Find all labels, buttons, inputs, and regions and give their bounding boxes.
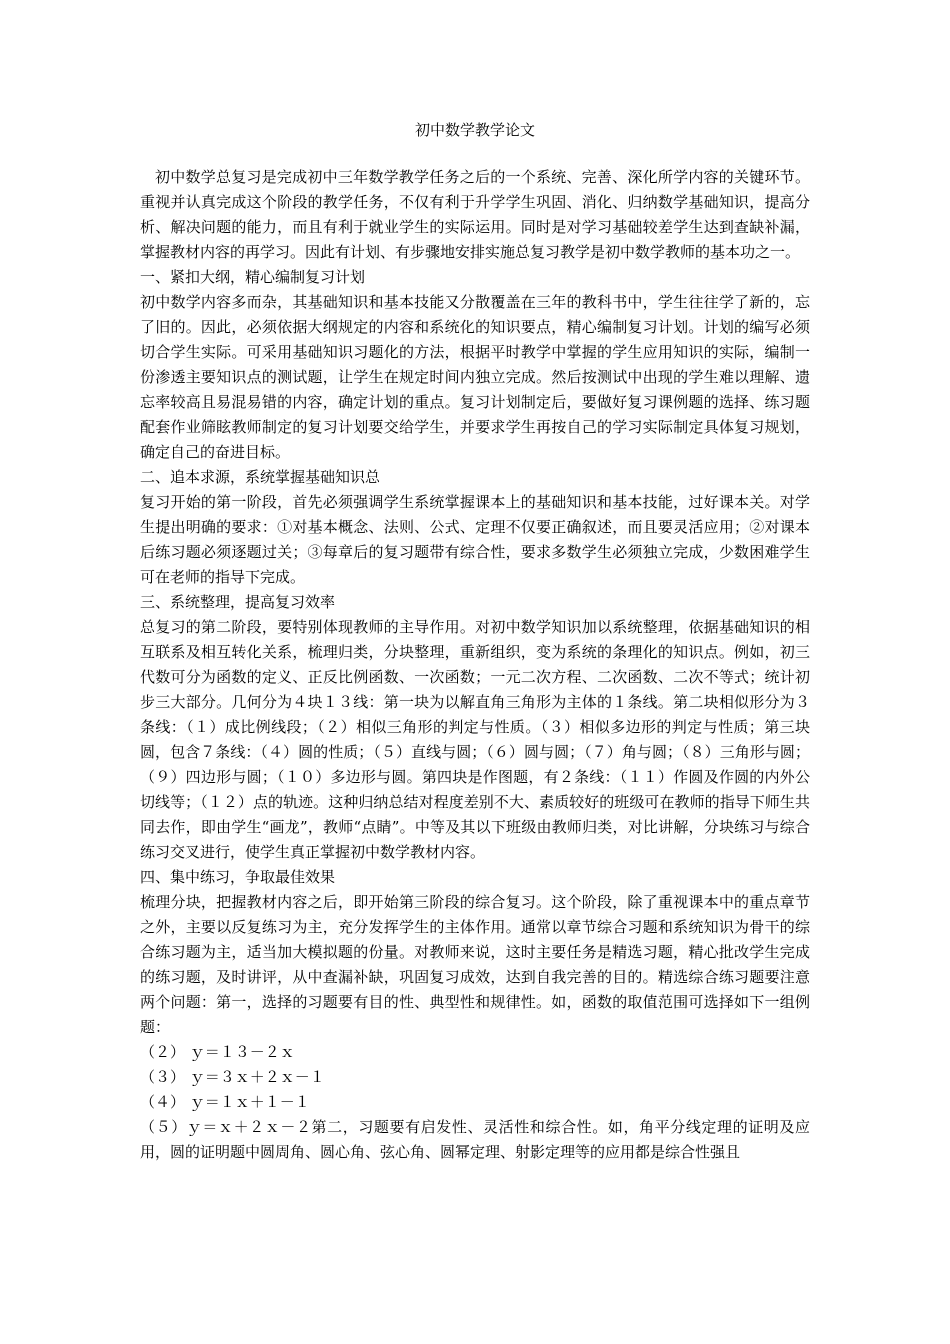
section-body-1: 初中数学内容多而杂，其基础知识和基本技能又分散覆盖在三年的教科书中，学生往往学了新的，忘了旧的。因此，必须依据大纲规定的内容和系统化的知识要点，精心编制复习计划。计划的编写必须切合学生实际。可采用基础知识习题化的方法，根据平时教学中掌握的学生应用知识的实际，编制一份渗透主要知识点的测试题，让学生在规定时间内独立完成。然后按测试中出现的学生难以理解、遗忘率较高且易混易错的内容，确定计划的重点。复习计划制定后，要做好复习课例题的选择、练习题配套作业筛眩教师制定的复习计划要交给学生，并要求学生再按自己的学习实际制定具体复习规划，确定自己的奋进目标。 <box>140 293 810 461</box>
formula-line: （３） ｙ＝３ｘ＋２ｘ－１ <box>140 1068 325 1086</box>
section-heading-3: 三、系统整理，提高复习效率 <box>140 593 336 611</box>
intro-paragraph: 初中数学总复习是完成初中三年数学教学任务之后的一个系统、完善、深化所学内容的关键环节。重视并认真完成这个阶段的教学任务，不仅有利于升学学生巩固、消化、归纳数学基础知识，提高分析、解决问题的能力，而且有利于就业学生的实际运用。同时是对学习基础较差学生达到查缺补漏，掌握教材内容的再学习。因此有计划、有步骤地安排实施总复习教学是初中数学教师的基本功之一。 <box>140 168 810 261</box>
formula-line: （２） ｙ＝１３－２ｘ <box>140 1043 295 1061</box>
section-heading-1: 一、紧扣大纲，精心编制复习计划 <box>140 268 366 286</box>
section-heading-4: 四、集中练习，争取最佳效果 <box>140 868 336 886</box>
section-heading-2: 二、追本求源，系统掌握基础知识总 <box>140 468 381 486</box>
formula-line: （４） ｙ＝１ｘ＋１－１ <box>140 1093 310 1111</box>
document-title: 初中数学教学论文 <box>414 121 535 139</box>
section-body-3: 总复习的第二阶段，要特别体现教师的主导作用。对初中数学知识加以系统整理，依据基础知识的相互联系及相互转化关系，梳理归类，分块整理，重新组织，变为系统的条理化的知识点。例如，初三代数可分为函数的定义、正反比例函数、一次函数；一元二次方程、二次函数、二次不等式；统计初步三大部分。几何分为４块１３线：第一块为以解直角三角形为主体的１条线。第二块相似形分为３条线：（１）成比例线段；（２）相似三角形的判定与性质。（３）相似多边形的判定与性质；第三块圆，包含７条线：（４）圆的性质；（５）直线与圆；（６）圆与圆；（７）角与圆；（８）三角形与圆；（９）四边形与圆；（１０）多边形与圆。第四块是作图题，有２条线：（１１）作圆及作圆的内外公切线等；（１２）点的轨迹。这种归纳总结对程度差别不大、素质较好的班级可在教师的指导下师生共同去作，即由学生“画龙”，教师“点睛”。中等及其以下班级由教师归类，对比讲解，分块练习与综合练习交叉进行，使学生真正掌握初中数学教材内容。 <box>140 618 810 861</box>
section-body-2: 复习开始的第一阶段，首先必须强调学生系统掌握课本上的基础知识和基本技能，过好课本关。对学生提出明确的要求：①对基本概念、法则、公式、定理不仅要正确叙述，而且要灵活应用；②对课本后练习题必须逐题过关；③每章后的复习题带有综合性，要求多数学生必须独立完成，少数困难学生可在老师的指导下完成。 <box>140 493 810 586</box>
section-body-4: 梳理分块，把握教材内容之后，即开始第三阶段的综合复习。这个阶段，除了重视课本中的重点章节之外，主要以反复练习为主，充分发挥学生的主体作用。通常以章节综合习题和系统知识为骨干的综合练习题为主，适当加大模拟题的份量。对教师来说，这时主要任务是精选习题，精心批改学生完成的练习题，及时讲评，从中查漏补缺，巩固复习成效，达到自我完善的目的。精选综合练习题要注意两个问题：第一，选择的习题要有目的性、典型性和规律性。如，函数的取值范围可选择如下一组例题： <box>140 893 810 1036</box>
closing-paragraph: （５）ｙ＝ｘ＋２ｘ－２第二，习题要有启发性、灵活性和综合性。如，角平分线定理的证明及应用，圆的证明题中圆周角、圆心角、弦心角、圆幂定理、射影定理等的应用都是综合性强且 <box>140 1118 810 1161</box>
document-page <box>140 118 810 1165</box>
